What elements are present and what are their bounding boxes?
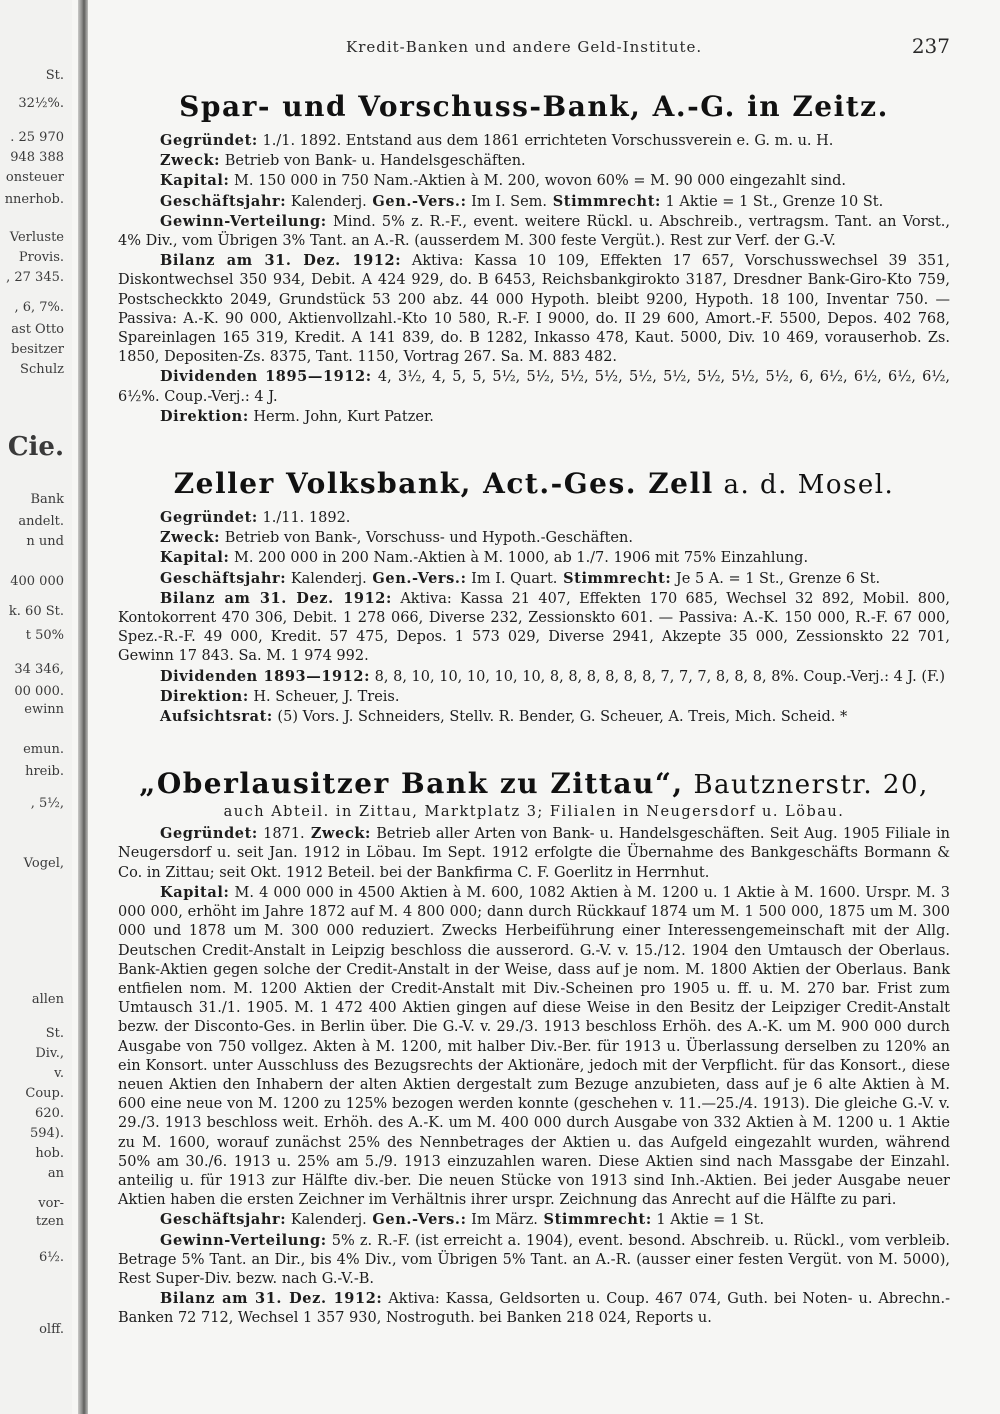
entry-paragraph xyxy=(118,1289,950,1328)
section-spar-vorschuss-bank xyxy=(118,90,950,427)
section-title xyxy=(118,767,950,800)
margin-fragment: emun. xyxy=(23,742,64,757)
margin-fragment: , 27 345. xyxy=(6,270,64,285)
entry-text: Im März. xyxy=(466,1212,538,1229)
entry-text: H. Scheuer, J. Treis. xyxy=(248,688,400,705)
margin-fragment: 32½%. xyxy=(18,96,64,111)
margin-fragment: Bank xyxy=(30,492,64,507)
margin-fragment: 6½. xyxy=(38,1250,64,1265)
section-title-rest: a. d. Mosel. xyxy=(713,470,895,501)
entry-text: 5% z. R.-F. (ist erreicht a. 1904), event. besond. Abschreib. u. Rückl., vom verbleib. Betrage 5% Tant. an Dir., bis 4% Div., vom Übrigen 5% Tant. an A.-R. (ausser einer festen Vergüt. von M. 5000), Rest Super-Div. bezw. nach G.-V.-B. xyxy=(118,1232,950,1287)
margin-fragment: n und xyxy=(26,534,64,549)
entry-text: Aktiva: Kassa, Geldsorten u. Coup. 467 074, Guth. bei Noten- u. Abrechn.-Banken 72 712, Wechsel 1 357 930, Nostroguth. bei Banken 218 024, Reports u. xyxy=(118,1291,951,1327)
margin-fragment: t 50% xyxy=(25,628,64,643)
entry-label: Zweck: xyxy=(304,825,371,843)
entry-text: 1./11. 1892. xyxy=(257,510,351,527)
entry-text: M. 150 000 in 750 Nam.-Aktien à M. 200, wovon 60% = M. 90 000 eingezahlt sind. xyxy=(229,173,847,190)
margin-fragment: hob. xyxy=(35,1146,64,1161)
entry-text: Betrieb von Bank- u. Handelsgeschäften. xyxy=(220,153,526,170)
entry-label: Direktion: xyxy=(160,407,249,425)
section-oberlausitzer-bank xyxy=(118,767,950,1328)
entry-label: Stimmrecht: xyxy=(547,192,661,210)
entry-paragraph xyxy=(118,667,950,687)
margin-fragment: 400 000 xyxy=(10,574,64,589)
margin-fragment: v. xyxy=(54,1066,64,1081)
entry-text: 1 Aktie = 1 St. xyxy=(651,1212,765,1229)
page-content xyxy=(118,34,950,1329)
entry-text: Kalenderj. xyxy=(286,193,367,210)
margin-fragment: Vogel, xyxy=(23,856,64,871)
entry-text: Betrieb aller Arten von Bank- u. Handelsgeschäften. Seit Aug. 1905 Filiale in Neugersdorf u. seit Jan. 1912 in Löbau. Im Sept. 1912 erfolgte die Übernahme des Bankgeschäfts Bormann & Co. in Zittau; seit Okt. 1912 Beteil. bei der Bankfirma C. F. Goerlitz in Herrnhut. xyxy=(118,826,950,881)
margin-fragment: . 25 970 xyxy=(10,130,64,145)
entry-text: M. 4 000 000 in 4500 Aktien à M. 600, 1082 Aktien à M. 1200 u. 1 Aktie à M. 1600. Urspr. M. 3 000 000, erhöht im Jahre 1872 auf M. 4 800 000; dann durch Rückkauf 1874 um M. 1 500 000, 1875 um M. 300 000 und 1878 um M. 300 000 reduziert. Zwecks Herbeiführung einer Interessengemeinschaft mit der Allg. Deutschen Credit-Anstalt in Leipzig beschloss die ausserord. G.-V. v. 15./12. 1904 den Umtausch der Oberlaus. Bank-Aktien gegen solche der Credit-Anstalt in der Weise, dass auf je nom. M. 1800 Aktien der Oberlaus. Bank entfielen nom. M. 1200 Aktien der Credit-Anstalt mit Div.-Scheinen pro 1905 u. ff. u. M. 270 bar. Frist zum Umtausch 31./1. 1905. M. 1 472 400 Aktien gingen auf diese Weise in den Besitz der Leipziger Credit-Anstalt bezw. der Disconto-Ges. in Berlin über. Die G.-V. v. 29./3. 1913 beschloss Erhöh. des A.-K. um M. 900 000 durch Ausgabe von 750 vollgez. Akten à M. 1200, mit halber Div.-Ber. für 1913 u. Überlassung derselben zu 120% an ein Konsort. unter Ausschluss des Bezugsrechts der Aktionäre, jedoch mit der Verpflicht. für das Konsort., diese neuen Aktien den Inhabern der alten Aktien dergestalt zum Bezuge anzubieten, dass auf je 6 alte Aktien à M. 600 eine neue von M. 1200 zu 125% bezogen werden konnte (geschehen v. 11.—25./4. 1913). Die gleiche G.-V. v. 29./3. 1913 beschloss weit. Erhöh. des A.-K. um M. 400 000 durch Ausgabe von 332 Aktien à M. 1200 u. 1 Aktie zu M. 1600, worauf zunächst 25% des Nennbetrages der Aktien u. das Aufgeld eingezahlt wurden, während 50% am 30./6. 1913 u. 25% am 5./9. 1913 einzuzahlen waren. Diese Aktien sind nach Massgabe der Einzahl. anteilig u. für 1913 zur Hälfte div.-ber. Die neuen Stücke von 1913 sind Inh.-Aktien. Bei jeder Ausgabe neuer Aktien haben die ersten Zeichner im Verhältnis ihrer urspr. Zeichnung das Anrecht auf die Hälfte zu pari. xyxy=(118,884,950,1209)
entry-paragraph xyxy=(118,1210,950,1230)
entry-text: (5) Vors. J. Schneiders, Stellv. R. Bender, G. Scheuer, A. Treis, Mich. Scheid. * xyxy=(272,709,848,726)
entry-text: Im I. Quart. xyxy=(466,570,558,587)
entry-paragraph xyxy=(118,824,950,883)
margin-fragment: allen xyxy=(31,992,64,1007)
section-title-text: „Oberlausitzer Bank zu Zittau“, xyxy=(139,767,684,801)
entry-label: Dividenden 1893—1912: xyxy=(160,667,371,685)
margin-fragment: Cie. xyxy=(7,432,64,462)
entry-paragraph xyxy=(118,212,950,251)
entry-text: 1./1. 1892. Entstand aus dem 1861 errichteten Vorschussverein e. G. m. u. H. xyxy=(257,133,834,149)
margin-fragment: Provis. xyxy=(18,250,64,265)
margin-fragment: St. xyxy=(45,1026,64,1041)
entry-label: Bilanz am 31. Dez. 1912: xyxy=(160,589,392,607)
entry-label: Stimmrecht: xyxy=(557,569,672,587)
margin-fragment: St. xyxy=(45,68,64,83)
entry-paragraph xyxy=(118,883,950,1210)
margin-fragment: onsteuer xyxy=(5,170,64,185)
entry-paragraph xyxy=(118,1231,950,1290)
entry-label: Kapital: xyxy=(160,883,230,901)
entry-text: Betrieb von Bank-, Vorschuss- und Hypoth.-Geschäften. xyxy=(220,530,633,547)
entry-label: Bilanz am 31. Dez. 1912: xyxy=(160,1290,383,1308)
margin-fragment: 00 000. xyxy=(14,684,64,699)
entry-label: Zweck: xyxy=(160,529,221,547)
entry-label: Gen.-Vers.: xyxy=(366,1211,467,1229)
margin-fragment: Verluste xyxy=(9,230,64,245)
entry-label: Dividenden 1895—1912: xyxy=(160,368,372,386)
entry-text: 1 Aktie = 1 St., Grenze 10 St. xyxy=(660,193,884,210)
margin-fragment: vor- xyxy=(38,1196,64,1211)
section-entries xyxy=(118,824,950,1328)
entry-label: Zweck: xyxy=(160,152,221,170)
entry-text: 1871. xyxy=(257,826,305,843)
entry-text: Kalenderj. xyxy=(286,1212,367,1229)
margin-fragment: nnerhob. xyxy=(4,192,64,207)
entry-label: Geschäftsjahr: xyxy=(160,1211,287,1229)
margin-fragment: Coup. xyxy=(25,1086,64,1101)
entry-paragraph xyxy=(118,687,950,707)
running-title: Kredit-Banken und andere Geld-Institute. xyxy=(346,38,703,56)
section-subtitle: auch Abteil. in Zittau, Marktplatz 3; Filialen in Neugersdorf u. Löbau. xyxy=(223,804,845,821)
margin-fragment: k. 60 St. xyxy=(8,604,64,619)
entry-label: Gegründet: xyxy=(160,132,258,149)
section-title-text: Zeller Volksbank, Act.-Ges. Zell xyxy=(173,467,714,501)
entry-label: Bilanz am 31. Dez. 1912: xyxy=(160,252,402,270)
entry-text: Herm. John, Kurt Patzer. xyxy=(248,408,434,425)
margin-fragment: Div., xyxy=(35,1046,64,1061)
margin-fragment: an xyxy=(47,1166,64,1181)
entry-paragraph xyxy=(118,548,950,568)
margin-fragment: hreib. xyxy=(25,764,64,779)
entry-text: M. 200 000 in 200 Nam.-Aktien à M. 1000, ab 1./7. 1906 mit 75% Einzahlung. xyxy=(229,550,809,567)
margin-fragment: , 5½, xyxy=(30,796,64,811)
margin-fragment: Schulz xyxy=(20,362,64,377)
section-title xyxy=(118,90,950,123)
adjacent-page-fragment xyxy=(0,0,72,1414)
margin-fragment: ast Otto xyxy=(11,322,64,337)
entry-label: Geschäftsjahr: xyxy=(160,569,287,587)
entry-paragraph xyxy=(118,569,950,589)
entry-text: Aktiva: Kassa 21 407, Effekten 170 685, Wechsel 32 892, Mobil. 800, Kontokorrent 470 306, Debit. 1 278 066, Diverse 232, Zessionskto 601. — Passiva: A.-K. 150 000, R.-F. 67 000, Spez.-R.-F. 49 000, Kredit. 57 475, Depos. 1 573 029, Diverse 2941, Akzepte 35 000, Zessionskto 22 701, Gewinn 17 843. Sa. M. 1 974 992. xyxy=(118,590,950,665)
entry-text: Im I. Sem. xyxy=(466,193,548,210)
entry-label: Gewinn-Verteilung: xyxy=(160,1231,327,1249)
entry-paragraph xyxy=(118,407,950,427)
section-entries xyxy=(118,508,950,727)
entry-label: Gegründet: xyxy=(160,509,258,527)
entry-label: Aufsichtsrat: xyxy=(160,708,273,726)
margin-fragment: 594). xyxy=(29,1126,64,1141)
entry-paragraph xyxy=(118,367,950,406)
entry-text: 8, 8, 10, 10, 10, 10, 10, 8, 8, 8, 8, 8, 8, 7, 7, 7, 8, 8, 8, 8%. Coup.-Verj.: 4 J. (F.) xyxy=(370,668,946,685)
entry-paragraph xyxy=(118,508,950,528)
section-title xyxy=(118,467,950,500)
entry-label: Gegründet: xyxy=(160,825,258,843)
entry-label: Gen.-Vers.: xyxy=(366,192,467,210)
margin-fragment: 34 346, xyxy=(14,662,64,677)
entry-label: Geschäftsjahr: xyxy=(160,192,287,210)
margin-fragment: tzen xyxy=(35,1214,64,1229)
entry-label: Gen.-Vers.: xyxy=(366,569,467,587)
entry-text: Je 5 A. = 1 St., Grenze 6 St. xyxy=(671,570,881,587)
section-title-rest: Bautznerstr. 20, xyxy=(683,770,929,801)
entry-label: Direktion: xyxy=(160,687,249,705)
margin-fragment: besitzer xyxy=(11,342,64,357)
entry-label: Gewinn-Verteilung: xyxy=(160,212,327,230)
entry-paragraph xyxy=(118,251,950,367)
section-entries xyxy=(118,131,950,427)
entry-label: Kapital: xyxy=(160,549,230,567)
entry-label: Kapital: xyxy=(160,172,230,190)
margin-fragment: , 6, 7%. xyxy=(14,300,64,315)
entry-paragraph xyxy=(118,707,950,727)
margin-fragment: ewinn xyxy=(24,702,64,717)
page-number: 237 xyxy=(911,34,950,58)
book-gutter xyxy=(78,0,88,1414)
entry-text: Mind. 5% z. R.-F., event. weitere Rückl. u. Abschreib., vertragsm. Tant. an Vorst., 4% Div., vom Übrigen 3% Tant. an A.-R. (ausserdem M. 300 feste Vergüt.). Rest zur Verf. der G.-V. xyxy=(118,213,950,250)
margin-fragment: olff. xyxy=(39,1322,64,1337)
entry-paragraph xyxy=(118,192,950,212)
entry-paragraph xyxy=(118,589,950,667)
section-zeller-volksbank xyxy=(118,467,950,727)
margin-fragment: 948 388 xyxy=(10,150,64,165)
margin-fragment: andelt. xyxy=(18,514,64,529)
entry-text: Kalenderj. xyxy=(286,570,367,587)
entry-paragraph xyxy=(118,131,950,151)
entry-paragraph xyxy=(118,528,950,548)
entry-paragraph xyxy=(118,151,950,171)
section-title-text: Spar- und Vorschuss-Bank, A.-G. in Zeitz. xyxy=(179,90,889,123)
entry-label: Stimmrecht: xyxy=(537,1211,652,1229)
margin-fragment: 620. xyxy=(35,1106,64,1121)
entry-text: 4, 3½, 4, 5, 5, 5½, 5½, 5½, 5½, 5½, 5½, 5½, 5½, 5½, 6, 6½, 6½, 6½, 6½, 6½%. Coup.-Verj.: 4 J. xyxy=(118,369,950,405)
running-header xyxy=(118,34,950,60)
entry-paragraph xyxy=(118,171,950,191)
entry-text: Aktiva: Kassa 10 109, Effekten 17 657, Vorschusswechsel 39 351, Diskontwechsel 350 934, Debit. A 424 929, do. B 6453, Reichsbankgirokto 3187, Dresdner Bank-Giro-Kto 759, Postscheckkto 2049, Grundstück 53 200 abz. 44 000 Hypoth. bleibt 9200, Hypoth. 18 100, Inventar 750. — Passiva: A.-K. 90 000, Aktienvollzahl.-Kto 10 580, R.-F. I 9000, do. II 29 600, Amort.-F. 5500, Depos. 402 768, Spareinlagen 165 319, Kredit. A 141 839, do. B 1282, Inkasso 478, Kaut. 5000, Div. 10 469, vorauserhob. Zs. 1850, Depositen-Zs. 8375, Tant. 1150, Vortrag 267. Sa. M. 883 482. xyxy=(118,253,950,366)
